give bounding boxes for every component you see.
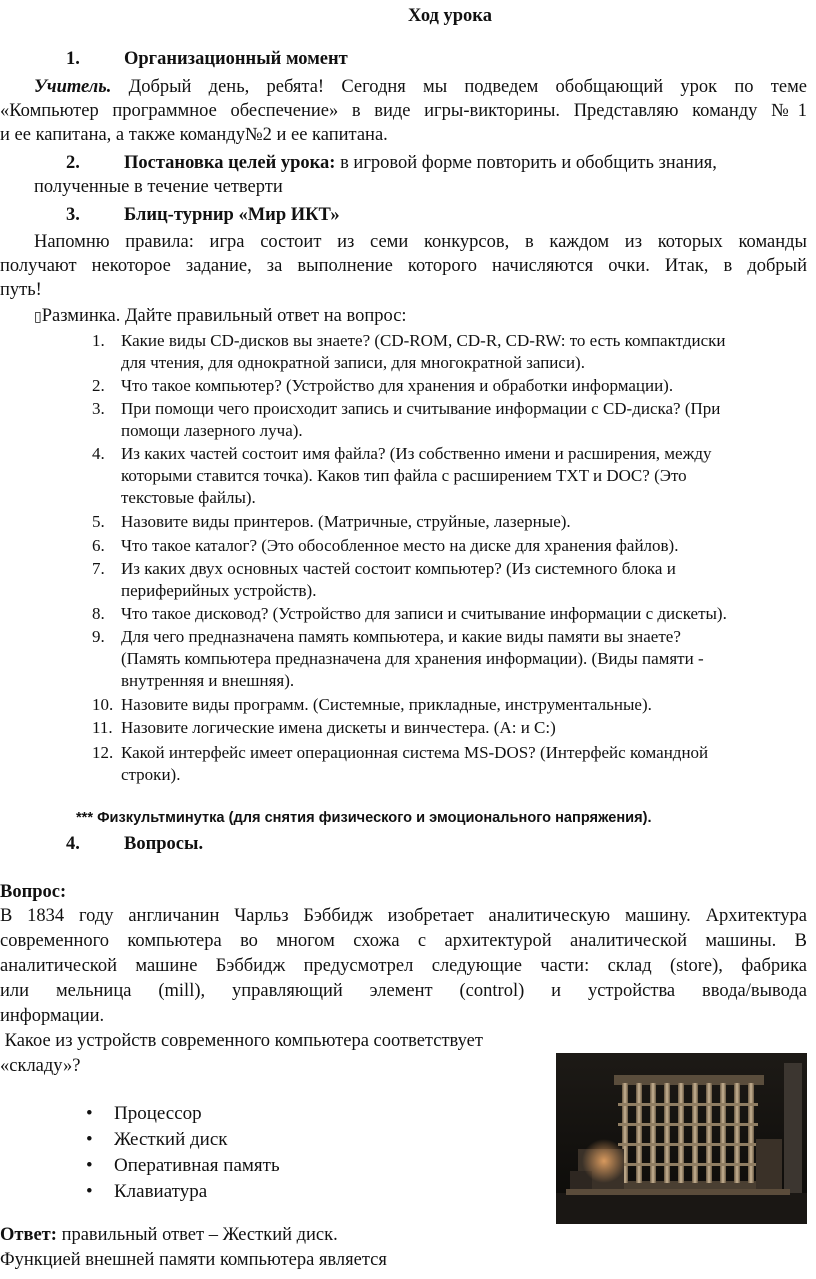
option-label: Процессор [114,1103,202,1124]
intro-line-2: «Компьютер программное обеспечение» в виде игры-викторины. Представляю команду №1 [0,101,807,121]
question-label: Вопрос: [0,882,67,902]
bullet-icon: • [86,1103,93,1124]
list-item-text: Для чего предназначена память компьютера, и какие виды памяти вы знаете? (Память компьютера предназначена для хранения информации). (Виды памяти - внутренняя и внешняя). [121,627,704,690]
answer-line [0,1225,338,1246]
intro-line-1 [34,77,807,98]
question-paragraph-line-4: или мельница (mill), управляющий элемент (control) и устройства ввода/вывода [0,981,807,1001]
warmup-line [34,306,407,327]
rules-line-1: Напомню правила: игра состоит из семи конкурсов, в каждом из которых команды [34,232,807,252]
section-3-title: Блиц-турнир «Мир ИКТ» [124,205,340,225]
list-item-number: 3. [92,399,105,418]
option-label: Оперативная память [114,1155,280,1176]
bullet-icon: • [86,1155,93,1176]
list-item-text: Назовите виды принтеров. (Матричные, струйные, лазерные). [121,512,571,531]
answer-label: Ответ: [0,1225,57,1245]
question-ask-line-1: Какое из устройств современного компьютера соответствует [0,1031,483,1051]
break-note: *** Физкультминутка (для снятия физического и эмоционального напряжения). [76,810,652,826]
list-item-text: Что такое компьютер? (Устройство для хранения и обработки информации). [121,376,674,395]
list-item-number: 5. [92,512,105,531]
section-2-line-2: полученные в течение четверти [34,177,283,197]
question-paragraph-line-5: информации. [0,1006,105,1026]
question-ask-line-2: «складу»? [0,1056,81,1076]
section-2-text: в игровой форме повторить и обобщить знания, [335,153,717,173]
list-item-text: При помощи чего происходит запись и считывание информации с CD-диска? (При помощи лазерного луча). [121,399,721,440]
intro-line-3: и ее капитана, а также команду№2 и ее капитана. [0,125,388,145]
list-item-text: Что такое дисковод? (Устройство для записи и считывание информации с дискеты). [121,604,727,623]
question-paragraph-line-1: В 1834 году англичанин Чарльз Бэббидж изобретает аналитическую машину. Архитектура [0,906,807,926]
section-3-number: 3. [66,205,80,225]
question-paragraph-line-2: современного компьютера во многом схожа с архитектурой аналитической машины. В [0,931,807,951]
page-title: Ход урока [408,6,492,26]
list-item-text: Из каких частей состоит имя файла? (Из собственно имени и расширения, между которыми ставится точка). Каков тип файла с расширением TXT и DOC? (Это текстовые файлы). [121,444,712,507]
list-item-text: Назовите логические имена дискеты и винчестера. (A: и C:) [121,718,556,737]
section-1-number: 1. [66,49,80,69]
section-2-line-1 [124,153,717,174]
list-item-number: 6. [92,536,105,555]
list-item-text: Какой интерфейс имеет операционная система MS-DOS? (Интерфейс командной строки). [121,743,709,784]
intro-line-1-text: Добрый день, ребята! Сегодня мы подведем обобщающий урок по теме [128,77,807,97]
list-item-number: 11. [92,718,113,737]
option-label: Жесткий диск [114,1129,228,1150]
section-1-title: Организационный момент [124,49,348,69]
list-item-number: 9. [92,627,105,646]
bullet-icon: • [86,1129,93,1150]
section-4-title: Вопросы. [124,834,204,854]
option-label: Клавиатура [114,1181,208,1202]
next-question-line: Функцией внешней памяти компьютера является [0,1250,387,1270]
list-item-text: Какие виды CD-дисков вы знаете? (CD-ROM, CD-R, CD-RW: то есть компактдиски для чтения, для однократной записи, для многократной записи). [121,331,726,372]
section-4-number: 4. [66,834,80,854]
list-item-text: Назовите виды программ. (Системные, прикладные, инструментальные). [121,695,652,714]
bullet-icon: • [86,1181,93,1202]
list-item-number: 7. [92,559,105,578]
rules-line-2: получают некоторое задание, за выполнение которого начисляются очки. Итак, в добрый [0,256,807,276]
answer-text: правильный ответ – Жесткий диск. [56,1225,338,1245]
list-item-number: 2. [92,376,105,395]
warmup-text: Разминка. Дайте правильный ответ на вопрос: [41,306,407,326]
section-2-title: Постановка целей урока: [124,153,336,173]
missing-glyph-icon: ▯ [34,310,42,325]
rules-line-3: путь! [0,280,42,300]
list-item-number: 10. [92,695,114,714]
question-paragraph-line-3: аналитической машине Бэббидж предусмотрел следующие части: склад (store), фабрика [0,956,807,976]
list-item-number: 4. [92,444,105,463]
list-item-text: Что такое каталог? (Это обособленное место на диске для хранения файлов). [121,536,679,555]
list-item-number: 12. [92,743,114,762]
list-item-number: 8. [92,604,105,623]
analytical-engine-photo [556,1053,807,1224]
teacher-label: Учитель. [34,77,112,97]
list-item-text: Из каких двух основных частей состоит компьютер? (Из системного блока и периферийных устройств). [121,559,676,600]
section-2-number: 2. [66,153,80,173]
list-item-number: 1. [92,331,105,350]
